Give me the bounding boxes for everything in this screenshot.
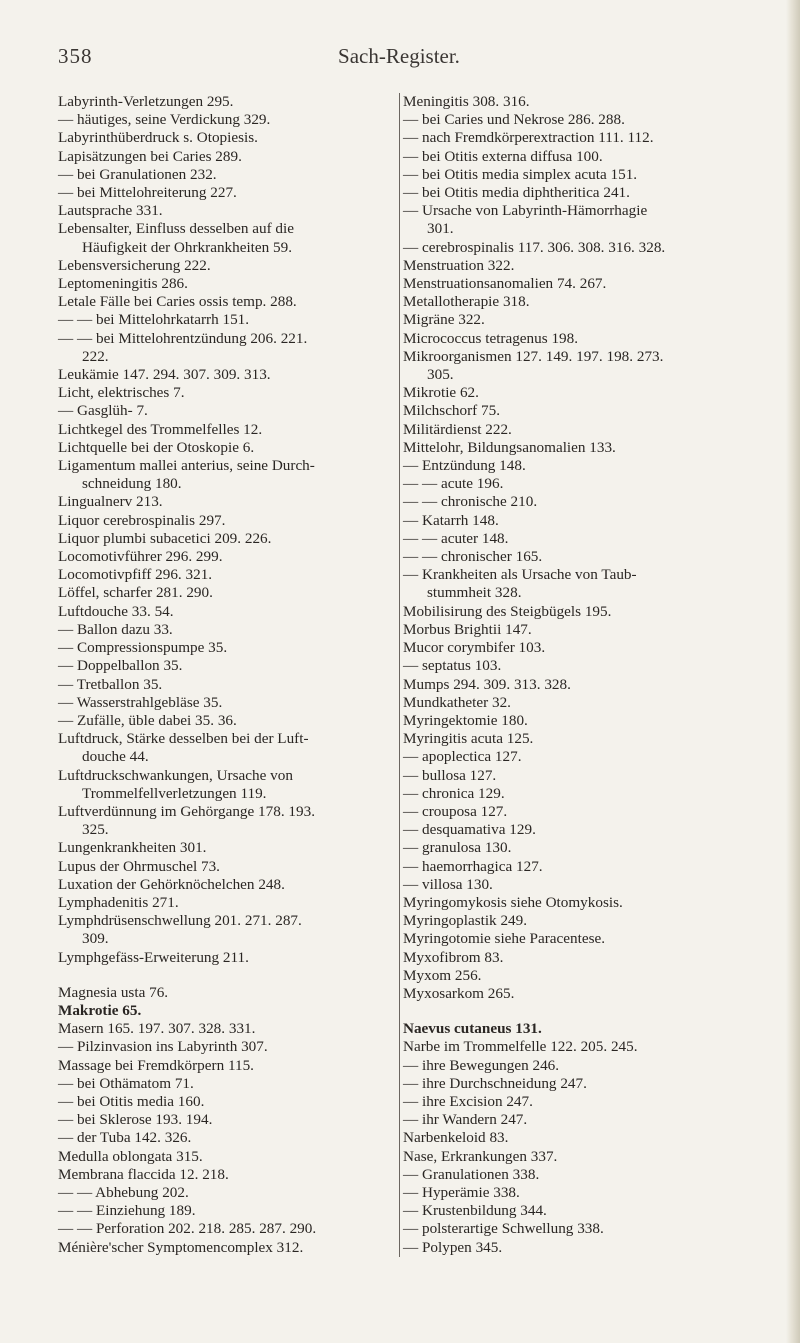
index-entry: Löffel, scharfer 281. 290. <box>58 584 213 602</box>
index-entry: Luftverdünnung im Gehörgange 178. 193. <box>58 802 316 820</box>
index-entry: — bullosa 127. <box>403 766 497 784</box>
index-entry: Labyrinthüberdruck s. Otopiesis. <box>58 129 258 147</box>
index-entry: — Entzündung 148. <box>403 457 526 475</box>
index-entry: — bei Granulationen 232. <box>58 165 217 183</box>
index-entry: Menstruationsanomalien 74. 267. <box>403 275 607 293</box>
index-entry: — — bei Mittelohrkatarrh 151. <box>58 311 250 329</box>
index-entry: Lungenkrankheiten 301. <box>58 839 207 857</box>
index-entry: Mikroorganismen 127. 149. 197. 198. 273. <box>403 347 664 365</box>
index-entry: — — Abhebung 202. <box>58 1183 189 1201</box>
index-entry: Myringoplastik 249. <box>403 912 528 930</box>
section-gap <box>400 1003 792 1020</box>
index-entry: Licht, elektrisches 7. <box>58 384 185 402</box>
index-entry: — bei Mittelohreiterung 227. <box>58 184 237 202</box>
index-entry: — Wasserstrahlgebläse 35. <box>58 693 223 711</box>
index-entry: Ménière'scher Symptomencomplex 312. <box>58 1238 304 1256</box>
index-entry: — Hyperämie 338. <box>403 1183 520 1201</box>
index-entry: — der Tuba 142. 326. <box>58 1129 192 1147</box>
index-entry: Mucor corymbifer 103. <box>403 639 546 657</box>
index-entry: — Compressionspumpe 35. <box>58 639 228 657</box>
index-entry: — crouposa 127. <box>403 802 508 820</box>
index-entry: Lymphdrüsenschwellung 201. 271. 287. <box>58 912 302 930</box>
index-entry: Meningitis 308. 316. <box>403 93 530 110</box>
index-entry: — cerebrospinalis 117. 306. 308. 316. 328. <box>403 238 666 256</box>
index-entry: Lichtkegel des Trommelfelles 12. <box>58 420 263 438</box>
index-entry: douche 44. <box>82 748 149 766</box>
index-entry: — Ursache von Labyrinth-Hämorrhagie <box>403 202 648 220</box>
index-entry: Lymphadenitis 271. <box>58 893 179 911</box>
index-entry: — bei Otitis media 160. <box>58 1092 205 1110</box>
index-entry: Nase, Erkrankungen 337. <box>403 1147 558 1165</box>
index-entry: — Doppelballon 35. <box>58 657 183 675</box>
index-entry: — Krankheiten als Ursache von Taub- <box>403 566 637 584</box>
index-entry: — — bei Mittelohrentzündung 206. 221. <box>58 329 308 347</box>
index-entry: Myringitis acuta 125. <box>403 730 534 748</box>
index-entry: Myxofibrom 83. <box>403 948 504 966</box>
index-entry: Luftdruck, Stärke desselben bei der Luft- <box>58 730 309 748</box>
index-entry: Menstruation 322. <box>403 256 515 274</box>
index-entry: 309. <box>82 930 109 948</box>
index-entry: Liquor plumbi subacetici 209. 226. <box>58 529 272 547</box>
section-gap <box>58 967 385 984</box>
index-entry: Lichtquelle bei der Otoskopie 6. <box>58 438 255 456</box>
left-column <box>58 93 385 1257</box>
index-entry: Lupus der Ohrmuschel 73. <box>58 857 220 875</box>
index-entry: — Krustenbildung 344. <box>403 1202 547 1220</box>
index-entry: — Polypen 345. <box>403 1238 503 1256</box>
index-entry: — apoplectica 127. <box>403 748 522 766</box>
index-entry: 325. <box>82 821 109 839</box>
index-entry: — haemorrhagica 127. <box>403 857 543 875</box>
index-entry: — bei Otitis media diphtheritica 241. <box>403 184 630 202</box>
index-entry: — — Einziehung 189. <box>58 1202 196 1220</box>
index-entry: Myringomykosis siehe Otomykosis. <box>403 893 623 911</box>
index-entry: Makrotie 65. <box>58 1001 142 1019</box>
index-entry: Leptomeningitis 286. <box>58 275 188 293</box>
index-entry: Lautsprache 331. <box>58 202 163 220</box>
index-entry: Lymphgefäss-Erweiterung 211. <box>58 948 249 966</box>
index-entry: — septatus 103. <box>403 657 502 675</box>
index-entry: — bei Sklerose 193. 194. <box>58 1111 213 1129</box>
index-entry: — polsterartige Schwellung 338. <box>403 1220 604 1238</box>
index-entry: — granulosa 130. <box>403 839 512 857</box>
index-entry: Locomotivpfiff 296. 321. <box>58 566 213 584</box>
index-entry: Metallotherapie 318. <box>403 293 530 311</box>
index-entry: — ihre Durchschneidung 247. <box>403 1074 587 1092</box>
index-entry: Mikrotie 62. <box>403 384 479 402</box>
index-entry: — bei Otitis externa diffusa 100. <box>403 147 603 165</box>
index-entry: — villosa 130. <box>403 875 493 893</box>
index-entry: — bei Othämatom 71. <box>58 1074 194 1092</box>
index-entry: Myxom 256. <box>403 966 482 984</box>
index-entry: — ihr Wandern 247. <box>403 1111 528 1129</box>
index-entry: Magnesia usta 76. <box>58 983 169 1001</box>
index-entry: Morbus Brightii 147. <box>403 620 532 638</box>
index-entry: — — acute 196. <box>403 475 504 493</box>
index-entry: schneidung 180. <box>82 475 182 493</box>
index-entry: Milchschorf 75. <box>403 402 501 420</box>
index-entry: Massage bei Fremdkörpern 115. <box>58 1056 254 1074</box>
index-entry: — häutiges, seine Verdickung 329. <box>58 111 271 129</box>
index-entry: Labyrinth-Verletzungen 295. <box>58 93 234 110</box>
index-entry: Mumps 294. 309. 313. 328. <box>403 675 571 693</box>
index-entry: Lebensversicherung 222. <box>58 256 211 274</box>
index-entry: — Ballon dazu 33. <box>58 620 173 638</box>
index-entry: Naevus cutaneus 131. <box>403 1020 542 1038</box>
index-entry: — — acuter 148. <box>403 529 509 547</box>
index-entry: Lingualnerv 213. <box>58 493 163 511</box>
index-entry: Trommelfellverletzungen 119. <box>82 784 267 802</box>
index-entry: — — chronische 210. <box>403 493 538 511</box>
index-entry: Micrococcus tetragenus 198. <box>403 329 579 347</box>
page-header <box>58 44 740 70</box>
index-entry: Lapisätzungen bei Caries 289. <box>58 147 242 165</box>
index-entry: Mundkatheter 32. <box>403 693 511 711</box>
index-entry: Luxation der Gehörknöchelchen 248. <box>58 875 285 893</box>
index-entry: Lebensalter, Einfluss desselben auf die <box>58 220 294 238</box>
index-entry: — ihre Excision 247. <box>403 1092 533 1110</box>
index-entry: Locomotivführer 296. 299. <box>58 548 223 566</box>
index-entry: Myringektomie 180. <box>403 711 528 729</box>
index-entry: Letale Fälle bei Caries ossis temp. 288. <box>58 293 297 311</box>
index-entry: 222. <box>82 347 109 365</box>
index-entry: — Zufälle, üble dabei 35. 36. <box>58 711 237 729</box>
index-entry: Luftdouche 33. 54. <box>58 602 174 620</box>
index-entry: Narbe im Trommelfelle 122. 205. 245. <box>403 1038 638 1056</box>
index-entry: Masern 165. 197. 307. 328. 331. <box>58 1020 256 1038</box>
index-entry: — Gasglüh- 7. <box>58 402 148 420</box>
index-entry: — ihre Bewegungen 246. <box>403 1056 560 1074</box>
index-entry: — nach Fremdkörperextraction 111. 112. <box>403 129 654 147</box>
index-entry: Medulla oblongata 315. <box>58 1147 203 1165</box>
index-entry: — desquamativa 129. <box>403 821 536 839</box>
index-entry: — Tretballon 35. <box>58 675 163 693</box>
index-entry: — — Perforation 202. 218. 285. 287. 290. <box>58 1220 317 1238</box>
index-entry: Militärdienst 222. <box>403 420 512 438</box>
index-entry: Narbenkeloid 83. <box>403 1129 509 1147</box>
index-entry: Mittelohr, Bildungsanomalien 133. <box>403 438 616 456</box>
index-entry: Liquor cerebrospinalis 297. <box>58 511 226 529</box>
index-entry: — bei Otitis media simplex acuta 151. <box>403 165 638 183</box>
index-entry: — bei Caries und Nekrose 286. 288. <box>403 111 625 129</box>
index-entry: Migräne 322. <box>403 311 485 329</box>
index-entry: 305. <box>427 366 454 384</box>
index-entry: Häufigkeit der Ohrkrankheiten 59. <box>82 238 293 256</box>
index-entry: stummheit 328. <box>427 584 522 602</box>
index-entry: — — chronischer 165. <box>403 548 543 566</box>
page-number: 358 <box>58 44 93 68</box>
index-entry: — Granulationen 338. <box>403 1165 540 1183</box>
index-entry: Myringotomie siehe Paracentese. <box>403 930 606 948</box>
index-entry: Mobilisirung des Steigbügels 195. <box>403 602 612 620</box>
index-entry: Ligamentum mallei anterius, seine Durch- <box>58 457 315 475</box>
index-entry: — chronica 129. <box>403 784 505 802</box>
index-entry: — Pilzinvasion ins Labyrinth 307. <box>58 1038 268 1056</box>
index-entry: Membrana flaccida 12. 218. <box>58 1165 229 1183</box>
index-entry: 301. <box>427 220 454 238</box>
index-entry: — Katarrh 148. <box>403 511 499 529</box>
page-title: Sach-Register. <box>338 44 460 68</box>
right-column <box>399 93 792 1257</box>
index-entry: Myxosarkom 265. <box>403 984 515 1002</box>
index-entry: Luftdruckschwankungen, Ursache von <box>58 766 293 784</box>
index-entry: Leukämie 147. 294. 307. 309. 313. <box>58 366 271 384</box>
